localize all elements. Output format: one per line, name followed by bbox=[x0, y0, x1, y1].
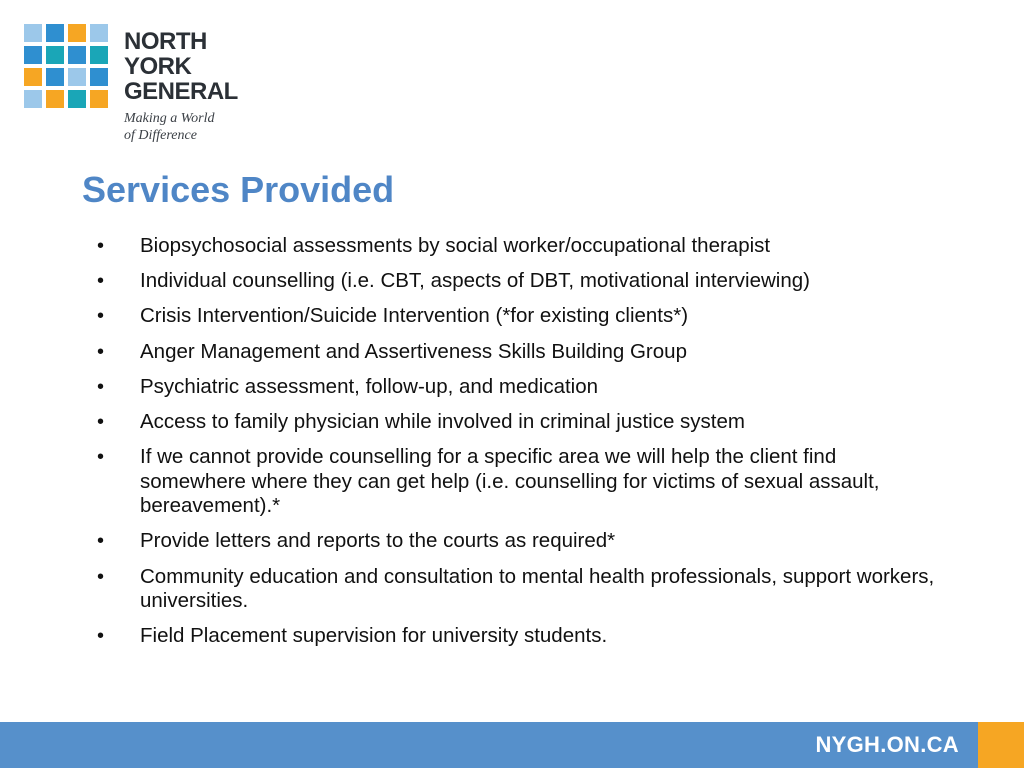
list-item-text: Psychiatric assessment, follow-up, and medication bbox=[140, 374, 599, 398]
bullet-icon: • bbox=[97, 375, 105, 398]
list-item-text: If we cannot provide counselling for a specific area we will help the client find somewhere where they can get help (i.e. counselling for victims of sexual assault, bereavement).* bbox=[140, 445, 880, 518]
logo-name-line: YORK bbox=[124, 53, 192, 80]
list-item bbox=[95, 565, 945, 614]
tagline-line: Making a World bbox=[124, 111, 215, 126]
list-item bbox=[95, 445, 945, 519]
bullet-icon: • bbox=[97, 305, 105, 328]
bullet-icon: • bbox=[97, 235, 105, 257]
list-item bbox=[95, 234, 945, 259]
list-item bbox=[95, 529, 945, 554]
slide-title: Services Provided bbox=[82, 169, 395, 210]
list-item-text: Field Placement supervision for university students. bbox=[140, 624, 608, 648]
footer-bar bbox=[0, 722, 1024, 768]
tagline-line: of Difference bbox=[124, 128, 197, 143]
logo-name-line: GENERAL bbox=[124, 78, 238, 105]
list-item bbox=[95, 340, 945, 365]
list-item-text: Access to family physician while involved in criminal justice system bbox=[140, 409, 745, 433]
logo-tagline bbox=[124, 110, 214, 144]
bullet-icon: • bbox=[97, 446, 105, 469]
footer-website-link[interactable]: NYGH.ON.CA bbox=[815, 732, 959, 757]
list-item-text: Anger Management and Assertiveness Skills Building Group bbox=[140, 339, 687, 363]
list-item bbox=[95, 375, 945, 400]
footer-accent-square bbox=[978, 722, 1024, 768]
list-item-text: Crisis Intervention/Suicide Intervention (*for existing clients*) bbox=[140, 304, 689, 328]
list-item-text: Biopsychosocial assessments by social worker/occupational therapist bbox=[140, 234, 771, 257]
bullet-icon: • bbox=[97, 340, 105, 363]
bullet-icon: • bbox=[97, 270, 105, 293]
list-item-text: Provide letters and reports to the courts as required* bbox=[140, 529, 616, 553]
bullet-icon: • bbox=[97, 625, 105, 648]
list-item-text: Individual counselling (i.e. CBT, aspects of DBT, motivational interviewing) bbox=[140, 269, 810, 293]
services-list bbox=[95, 234, 945, 659]
list-item bbox=[95, 410, 945, 435]
logo-grid-icon bbox=[24, 24, 108, 108]
bullet-icon: • bbox=[97, 565, 105, 588]
logo-name bbox=[124, 29, 238, 104]
list-item bbox=[95, 624, 945, 649]
bullet-icon: • bbox=[97, 410, 105, 433]
list-item bbox=[95, 304, 945, 329]
bullet-icon: • bbox=[97, 530, 105, 553]
list-item bbox=[95, 269, 945, 294]
north-york-general-logo bbox=[24, 24, 254, 149]
list-item-text: Community education and consultation to mental health professionals, support workers, universities. bbox=[140, 564, 935, 612]
logo-name-line: NORTH bbox=[124, 28, 207, 55]
